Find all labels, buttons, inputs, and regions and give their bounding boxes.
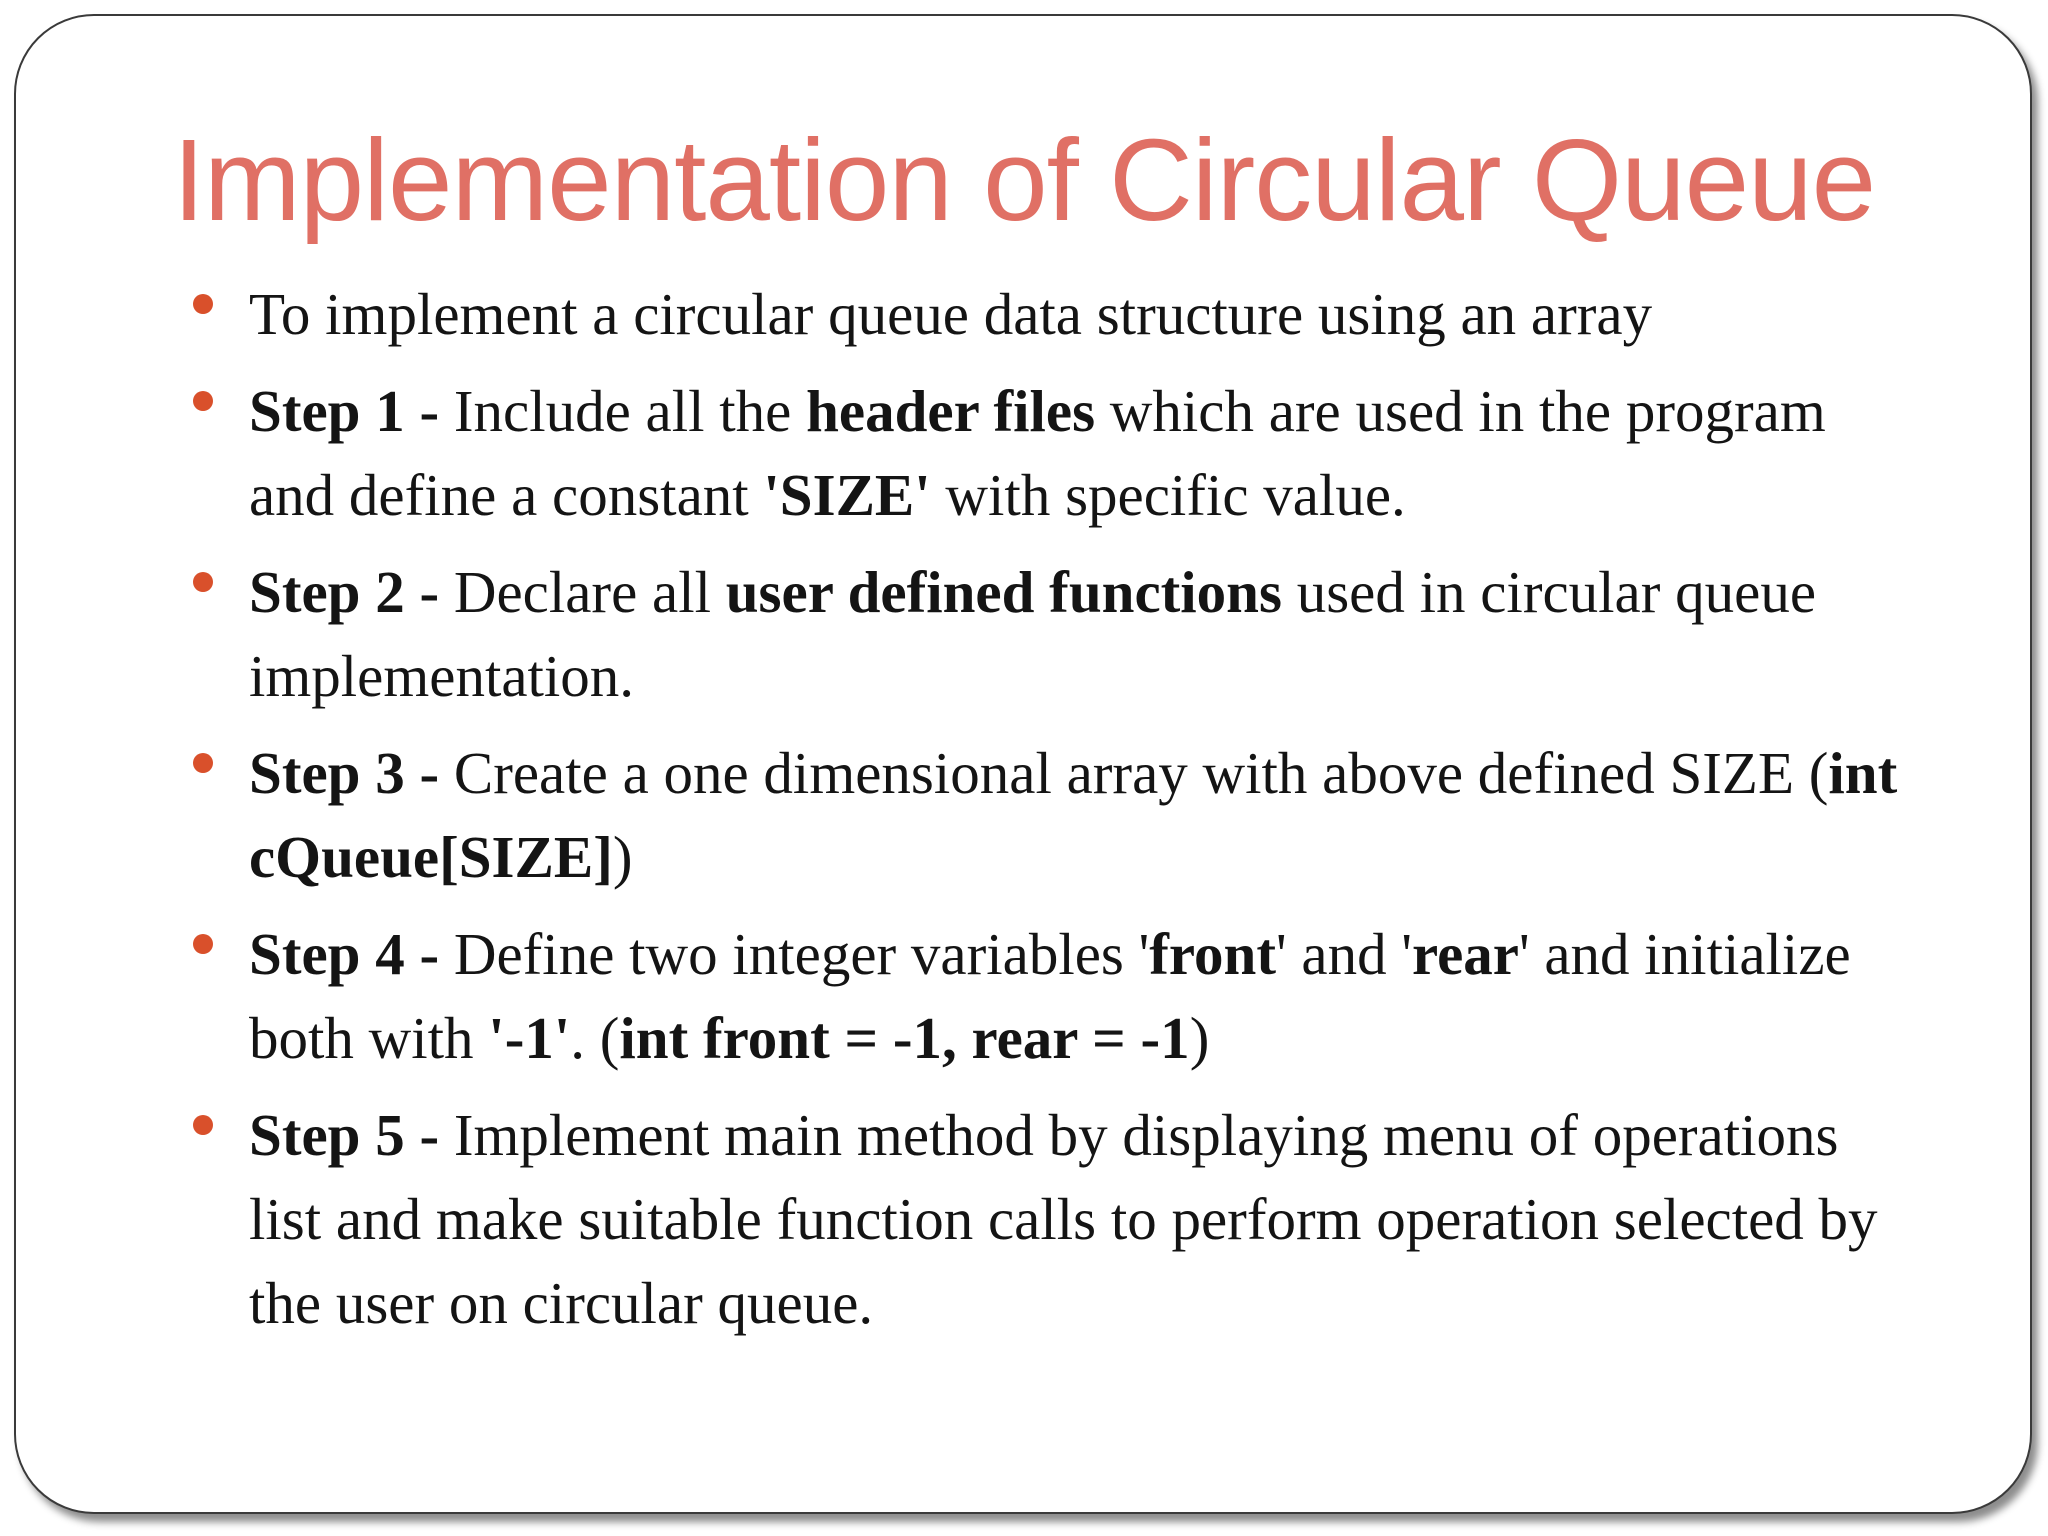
step-label: Step 2 - <box>249 559 454 625</box>
bold-text: int front = -1, rear = -1 <box>619 1005 1190 1071</box>
bold-text: 'SIZE' <box>763 462 931 528</box>
bullet-step-5 <box>193 1093 1913 1345</box>
bold-text: rear <box>1411 921 1519 987</box>
bullet-dot-icon <box>193 294 213 314</box>
bullet-text: used in circular queue implementation. <box>249 559 1817 709</box>
bullet-list <box>193 272 1913 1358</box>
bullet-text: To implement a circular queue data structure using an array <box>249 281 1653 347</box>
step-label: Step 5 - <box>249 1102 454 1168</box>
bullet-step-2 <box>193 550 1913 718</box>
bullet-dot-icon <box>193 753 213 773</box>
bullet-text: ) <box>612 824 633 890</box>
bullet-text: Declare all <box>453 559 726 625</box>
slide-title: Implementation of Circular Queue <box>172 115 1876 245</box>
bullet-dot-icon <box>193 572 213 592</box>
bullet-text: ' and initialize both with <box>249 921 1851 1071</box>
bullet-text: Include all the <box>453 378 807 444</box>
bullet-dot-icon <box>193 1115 213 1135</box>
bold-text: header files <box>806 378 1096 444</box>
bullet-text: ) <box>1189 1005 1210 1071</box>
bullet-step-4 <box>193 912 1913 1080</box>
bullet-text: Implement main method by displaying menu of operations list and make suitable function calls to perform operation selected by the user on circular queue. <box>249 1102 1878 1336</box>
step-label: Step 3 - <box>249 740 454 806</box>
bold-text: front <box>1149 921 1277 987</box>
step-label: Step 1 - <box>249 378 454 444</box>
bullet-text: . ( <box>570 1005 620 1071</box>
bullet-text: ' and ' <box>1276 921 1412 987</box>
bullet-text: Define two integer variables ' <box>453 921 1150 987</box>
bullet-step-1 <box>193 369 1913 537</box>
step-label: Step 4 - <box>249 921 454 987</box>
bold-text: user defined functions <box>725 559 1282 625</box>
bold-text: '-1' <box>488 1005 571 1071</box>
bullet-text: with specific value. <box>930 462 1406 528</box>
bullet-step-3 <box>193 731 1913 899</box>
bold-text: int cQueue[SIZE] <box>249 740 1898 890</box>
bullet-dot-icon <box>193 391 213 411</box>
bullet-text: which are used in the program and define a constant <box>249 378 1826 528</box>
bullet-text: Create a one dimensional array with above defined SIZE ( <box>453 740 1829 806</box>
bullet-dot-icon <box>193 934 213 954</box>
bullet-intro <box>193 272 1913 356</box>
